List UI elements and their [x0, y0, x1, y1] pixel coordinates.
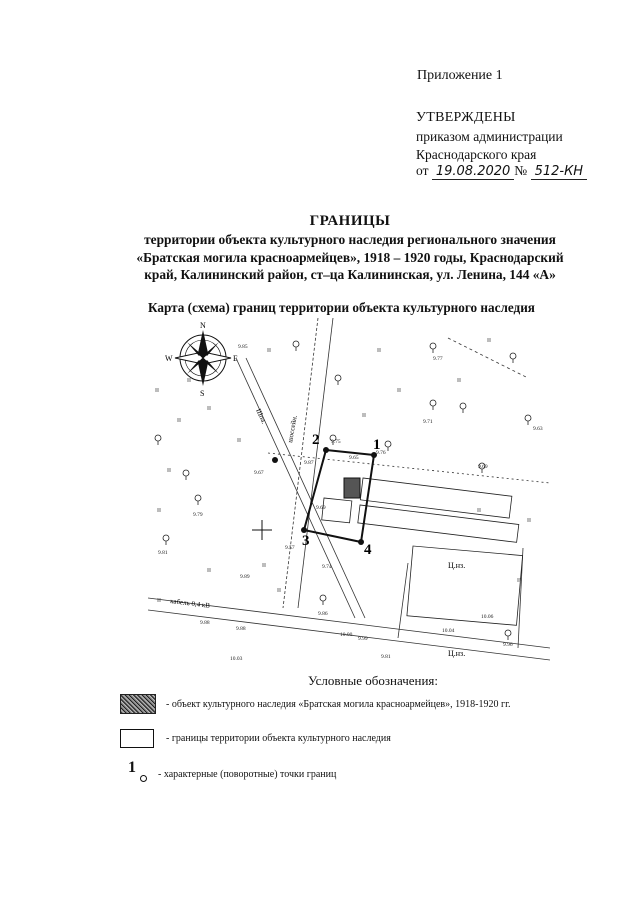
boundary-point-2 — [323, 447, 329, 453]
approved-heading: УТВЕРЖДЕНЫ — [416, 110, 516, 125]
power-line-label: кабель 0,4 кВ — [169, 597, 211, 610]
legend-row-points — [120, 759, 337, 785]
road-label-main: шоссейн. — [286, 414, 299, 444]
svg-text:9.76: 9.76 — [376, 450, 386, 456]
legend-title: Условные обозначения: — [308, 673, 439, 688]
svg-text:10.04: 10.04 — [442, 628, 455, 634]
svg-text:9.81: 9.81 — [158, 550, 168, 556]
order-line-2: Краснодарского края — [416, 147, 537, 162]
tree-symbols — [155, 341, 531, 640]
order-line-1: приказом администрации — [416, 129, 563, 144]
point-label-2: 2 — [312, 432, 320, 448]
subtitle-line-2: «Братская могила красноармейцев», 1918 – 1920 годы, Краснодарский — [136, 249, 564, 265]
compass-e: E — [233, 354, 238, 363]
compass-n: N — [200, 321, 206, 330]
svg-text:9.57: 9.57 — [285, 545, 295, 551]
svg-text:10.00: 10.00 — [340, 632, 353, 638]
svg-text:9.81: 9.81 — [381, 654, 391, 660]
road-label-side: Шпа. — [254, 407, 269, 426]
handwritten-number: 512-КН — [531, 164, 588, 180]
order-date-number — [416, 163, 587, 180]
legend-row-object — [120, 694, 511, 714]
handwritten-date: 19.08.2020 — [432, 164, 514, 180]
buildings — [322, 478, 523, 625]
site-map — [148, 318, 550, 663]
document-title: ГРАНИЦЫ — [309, 213, 391, 229]
date-prefix: от — [416, 163, 429, 178]
svg-text:9.67: 9.67 — [254, 470, 264, 476]
svg-text:9.88: 9.88 — [200, 620, 210, 626]
point-label-4: 4 — [364, 542, 372, 558]
territory-boundary — [304, 450, 374, 542]
monument-object — [344, 478, 360, 498]
compass-s: S — [200, 389, 205, 398]
svg-text:10.06: 10.06 — [481, 614, 494, 620]
grass-marks — [156, 338, 530, 602]
svg-text:9.71: 9.71 — [423, 419, 433, 425]
svg-text:9.89: 9.89 — [240, 574, 250, 580]
svg-text:9.79: 9.79 — [193, 512, 203, 518]
map-title: Карта (схема) границ территории объекта культурного наследия — [148, 300, 535, 315]
svg-text:9.65: 9.65 — [349, 455, 359, 461]
svg-text:9.96: 9.96 — [503, 642, 513, 648]
compass-rose — [165, 321, 238, 398]
legend-boundary-swatch — [120, 729, 154, 748]
svg-text:9.85: 9.85 — [238, 344, 248, 350]
svg-text:9.86: 9.86 — [318, 611, 328, 617]
svg-text:9.88: 9.88 — [236, 626, 246, 632]
svg-text:9.87: 9.87 — [304, 460, 314, 466]
compass-w: W — [165, 354, 173, 363]
subtitle-line-3: край, Калининский район, ст–ца Калининская, ул. Ленина, 144 «А» — [144, 267, 556, 282]
subtitle-line-1: территории объекта культурного наследия регионального значения — [144, 232, 556, 247]
svg-text:10.03: 10.03 — [230, 656, 243, 662]
legend-point-number: 1 — [128, 759, 136, 776]
legend-object-text: - объект культурного наследия «Братская могила красноармейцев», 1918-1920 гг. — [166, 698, 511, 710]
legend-point-symbol — [120, 759, 150, 785]
document-subtitle — [100, 231, 600, 284]
legend-points-text: - характерные (поворотные) точки границ — [158, 768, 337, 780]
svg-text:9.74: 9.74 — [322, 564, 332, 570]
legend-boundary-text: - границы территории объекта культурного наследия — [166, 733, 391, 744]
number-prefix: № — [514, 163, 528, 178]
order-lines — [416, 128, 563, 164]
svg-text:9.69: 9.69 — [478, 464, 488, 470]
grid-cross — [252, 520, 272, 540]
svg-text:9.75: 9.75 — [331, 439, 341, 445]
building-label-a: Ц.нз. — [448, 561, 466, 570]
legend-row-boundary — [120, 729, 391, 748]
svg-text:9.69: 9.69 — [316, 505, 326, 511]
building-label-b: Ц.нз. — [448, 649, 466, 658]
svg-text:9.99: 9.99 — [358, 636, 368, 642]
point-label-1: 1 — [373, 437, 381, 453]
point-label-3: 3 — [302, 533, 310, 549]
legend-object-swatch — [120, 694, 156, 714]
legend-point-dot-icon — [140, 775, 147, 782]
svg-text:9.63: 9.63 — [533, 426, 543, 432]
appendix-label: Приложение 1 — [417, 68, 503, 83]
spot-heights — [158, 344, 543, 662]
svg-text:9.77: 9.77 — [433, 356, 443, 362]
